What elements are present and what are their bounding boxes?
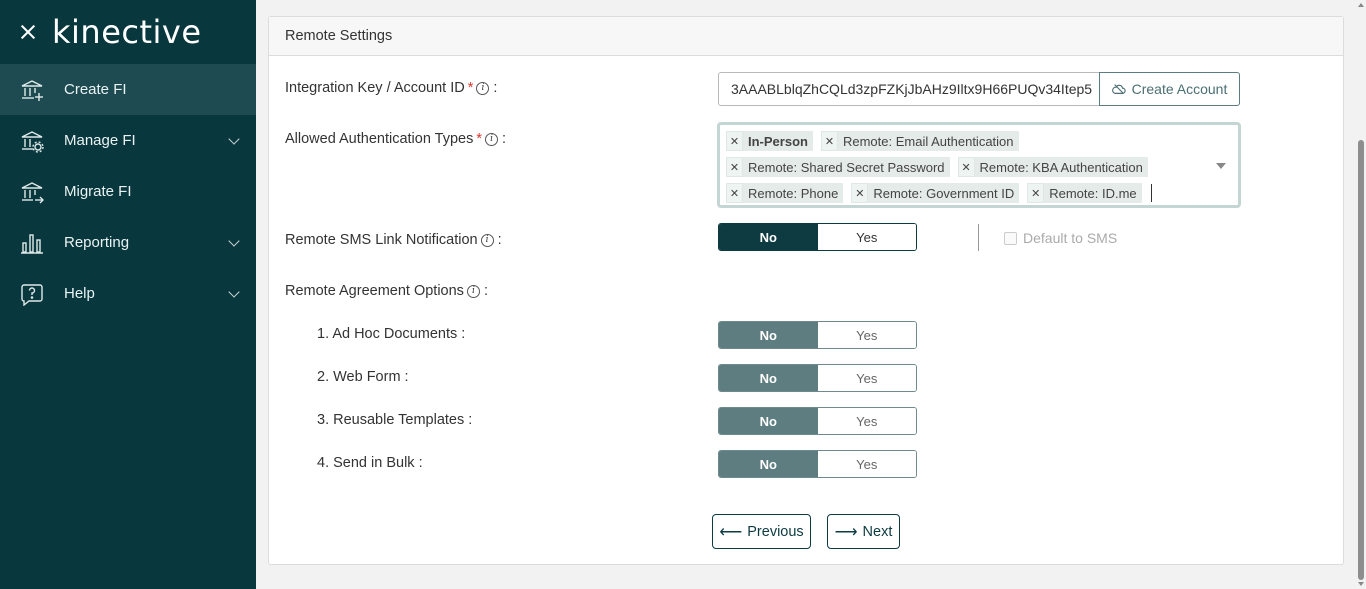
tag-government-id [851, 183, 1019, 203]
no-option[interactable]: No [719, 408, 818, 434]
agreement-option-label: 4. Send in Bulk : [317, 455, 423, 471]
create-account-button[interactable] [1099, 72, 1240, 106]
sidebar-item-migrate-fi[interactable] [0, 166, 256, 217]
next-button[interactable] [827, 514, 900, 549]
bank-arrow-icon [20, 180, 44, 204]
tag-label: Remote: ID.me [1044, 183, 1141, 203]
agreement-option-label: 3. Reusable Templates : [317, 412, 473, 428]
checkbox-box[interactable] [1004, 232, 1017, 245]
required-mark: * [467, 80, 474, 96]
no-option[interactable]: No [719, 451, 818, 477]
bank-plus-icon [20, 78, 44, 102]
next-label: Next [862, 523, 893, 540]
remove-tag-icon[interactable]: ✕ [726, 183, 743, 203]
sms-no-option[interactable]: No [719, 224, 818, 250]
tag-label: Remote: Email Authentication [838, 131, 1019, 151]
required-mark: * [476, 131, 483, 147]
sidebar-item-label: Manage FI [64, 132, 136, 149]
arrow-left-icon: ⟵ [719, 523, 743, 541]
reusable-templates-toggle [718, 407, 917, 435]
tag-label: In-Person [743, 131, 813, 151]
vertical-scrollbar[interactable] [1356, 0, 1366, 589]
agreement-option-label: 1. Ad Hoc Documents : [317, 326, 466, 342]
default-to-sms-label: Default to SMS [1023, 230, 1118, 246]
card-title: Remote Settings [269, 17, 1343, 56]
sms-notification-label [285, 232, 502, 248]
yes-option[interactable]: Yes [818, 408, 917, 434]
arrow-right-icon: ⟶ [834, 523, 858, 541]
sms-notification-label-text: Remote SMS Link Notification [285, 232, 478, 248]
integration-key-input[interactable]: 3AAABLblqZhCQLd3zpFZKjJbAHz9Iltx9H66PUQv34Itep5 [718, 72, 1100, 106]
auth-types-label-text: Allowed Authentication Types [285, 131, 474, 147]
send-in-bulk-toggle [718, 450, 917, 478]
create-account-label: Create Account [1131, 81, 1228, 97]
chevron-down-icon [228, 133, 239, 144]
web-form-toggle [718, 364, 917, 392]
divider [978, 224, 979, 251]
text-cursor [1151, 184, 1152, 202]
tag-label: Remote: KBA Authentication [975, 157, 1148, 177]
colon: : [497, 232, 502, 248]
auth-types-multiselect[interactable] [717, 122, 1241, 208]
tag-label: Remote: Shared Secret Password [743, 157, 950, 177]
integration-key-label-text: Integration Key / Account ID [285, 80, 465, 96]
yes-option[interactable]: Yes [818, 365, 917, 391]
sidebar-item-create-fi[interactable] [0, 64, 256, 115]
tag-email-auth [821, 131, 1019, 151]
dropdown-arrow-icon[interactable] [1216, 163, 1226, 169]
info-icon[interactable]: i [476, 82, 489, 95]
remove-tag-icon[interactable]: ✕ [958, 157, 975, 177]
sidebar-item-label: Help [64, 285, 95, 302]
help-icon [20, 282, 44, 306]
previous-label: Previous [747, 523, 804, 540]
colon: : [483, 283, 488, 299]
default-to-sms-checkbox[interactable] [1004, 230, 1117, 246]
sidebar-item-help[interactable] [0, 268, 256, 319]
agreement-options-label-text: Remote Agreement Options [285, 283, 464, 299]
tag-label: Remote: Phone [743, 183, 843, 203]
sidebar-item-label: Reporting [64, 234, 130, 251]
remove-tag-icon[interactable]: ✕ [851, 183, 868, 203]
sms-notification-toggle [718, 223, 917, 251]
tag-id-me [1027, 183, 1141, 203]
remove-tag-icon[interactable]: ✕ [726, 131, 743, 151]
close-icon[interactable] [18, 22, 38, 42]
tag-kba-auth [958, 157, 1148, 177]
info-icon[interactable]: i [467, 285, 480, 298]
sidebar-item-label: Create FI [64, 81, 127, 98]
chevron-down-icon [228, 235, 239, 246]
scroll-up-icon[interactable] [1358, 3, 1364, 7]
no-option[interactable]: No [719, 365, 818, 391]
bank-gear-icon [20, 129, 44, 153]
auth-types-tags [726, 128, 1206, 206]
sidebar-header [0, 0, 256, 64]
remove-tag-icon[interactable]: ✕ [821, 131, 838, 151]
remove-tag-icon[interactable]: ✕ [1027, 183, 1044, 203]
sms-yes-option[interactable]: Yes [818, 224, 917, 250]
ad-hoc-documents-toggle [718, 321, 917, 349]
scroll-thumb[interactable] [1358, 140, 1364, 580]
previous-button[interactable] [712, 514, 811, 549]
remove-tag-icon[interactable]: ✕ [726, 157, 743, 177]
bar-chart-icon [20, 231, 44, 255]
tag-shared-secret [726, 157, 950, 177]
tag-phone [726, 183, 843, 203]
info-icon[interactable]: i [481, 234, 494, 247]
auth-types-label [285, 131, 506, 147]
colon: : [493, 80, 498, 96]
scroll-down-icon[interactable] [1358, 582, 1364, 586]
sidebar-item-reporting[interactable] [0, 217, 256, 268]
logo: kinective [52, 13, 202, 51]
colon: : [502, 131, 507, 147]
remote-settings-card [268, 16, 1344, 565]
yes-option[interactable]: Yes [818, 322, 917, 348]
yes-option[interactable]: Yes [818, 451, 917, 477]
sidebar-item-manage-fi[interactable] [0, 115, 256, 166]
no-option[interactable]: No [719, 322, 818, 348]
sidebar [0, 0, 256, 589]
chevron-down-icon [228, 286, 239, 297]
sidebar-item-label: Migrate FI [64, 183, 132, 200]
integration-key-label [285, 80, 497, 96]
agreement-option-label: 2. Web Form : [317, 369, 409, 385]
tag-in-person [726, 131, 813, 151]
cloud-icon [1112, 83, 1126, 95]
agreement-options-label [285, 283, 488, 299]
tag-label: Remote: Government ID [868, 183, 1019, 203]
info-icon[interactable]: i [485, 133, 498, 146]
